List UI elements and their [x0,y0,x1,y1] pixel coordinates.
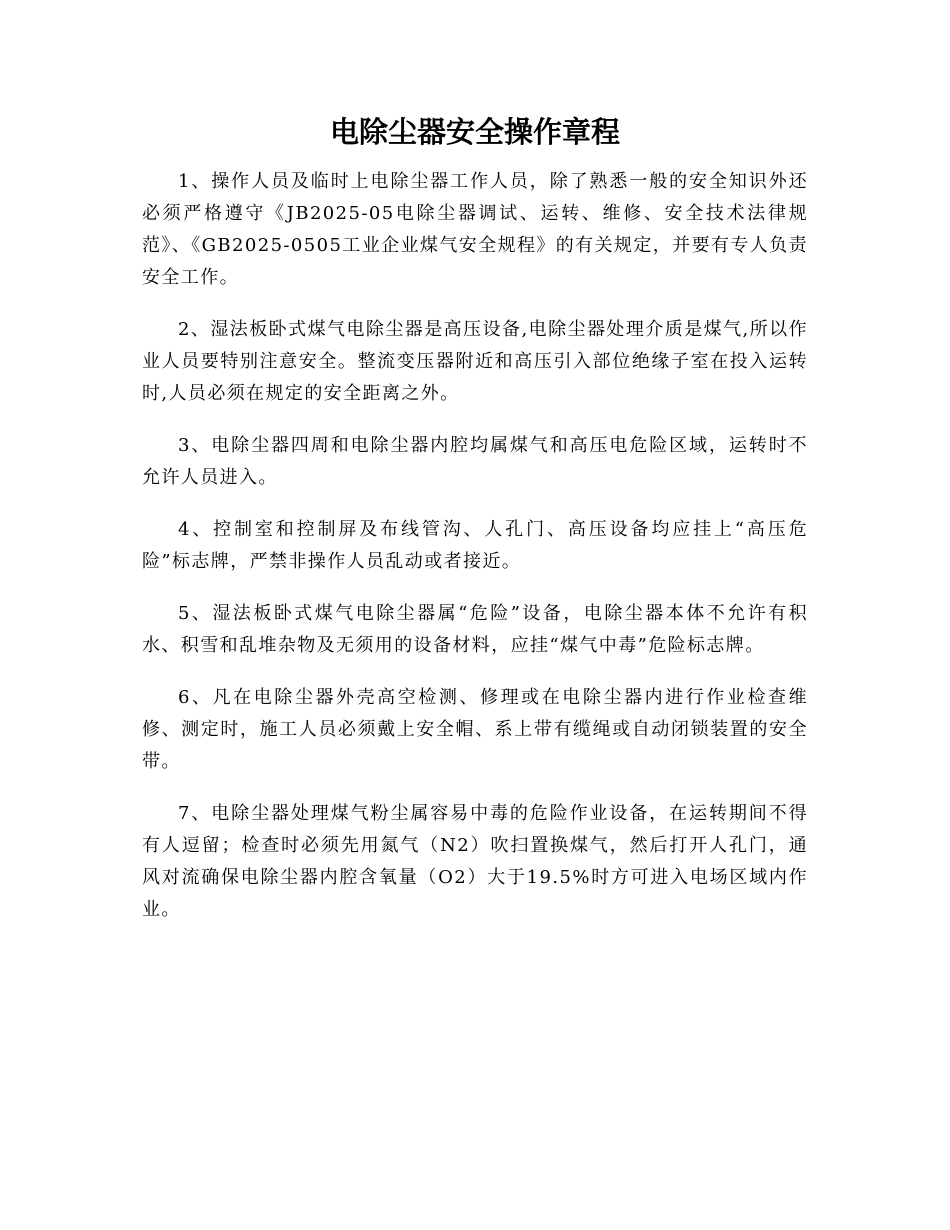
page-title: 电除尘器安全操作章程 [329,115,620,149]
paragraph-7: 7、电除尘器处理煤气粉尘属容易中毒的危险作业设备，在运转期间不得有人逗留；检查时必须先用氮气（N2）吹扫置换煤气，然后打开人孔门，通风对流确保电除尘器内腔含氧量（O2）大于19.5%时方可进入电场区域内作业。 [142,803,808,920]
paragraph-1: 1、操作人员及临时上电除尘器工作人员，除了熟悉一般的安全知识外还必须严格遵守《JB2025-05电除尘器调试、运转、维修、安全技术法律规范》、《GB2025-0505工业企业煤气安全规程》的有关规定，并要有专人负责安全工作。 [142,171,808,288]
paragraph-3: 3、电除尘器四周和电除尘器内腔均属煤气和高压电危险区域，运转时不允许人员进入。 [142,435,808,488]
paragraph-6: 6、凡在电除尘器外壳高空检测、修理或在电除尘器内进行作业检查维修、测定时，施工人员必须戴上安全帽、系上带有缆绳或自动闭锁装置的安全带。 [142,687,808,772]
document-body [142,166,808,946]
paragraph-2: 2、湿法板卧式煤气电除尘器是高压设备,电除尘器处理介质是煤气,所以作业人员要特别注意安全。整流变压器附近和高压引入部位绝缘子室在投入运转时,人员必须在规定的安全距离之外。 [142,319,808,404]
paragraph-5: 5、湿法板卧式煤气电除尘器属“危险”设备，电除尘器本体不允许有积水、积雪和乱堆杂物及无须用的设备材料，应挂“煤气中毒”危险标志牌。 [142,603,808,656]
paragraph-4: 4、控制室和控制屏及布线管沟、人孔门、高压设备均应挂上“高压危险”标志牌，严禁非操作人员乱动或者接近。 [142,519,808,572]
